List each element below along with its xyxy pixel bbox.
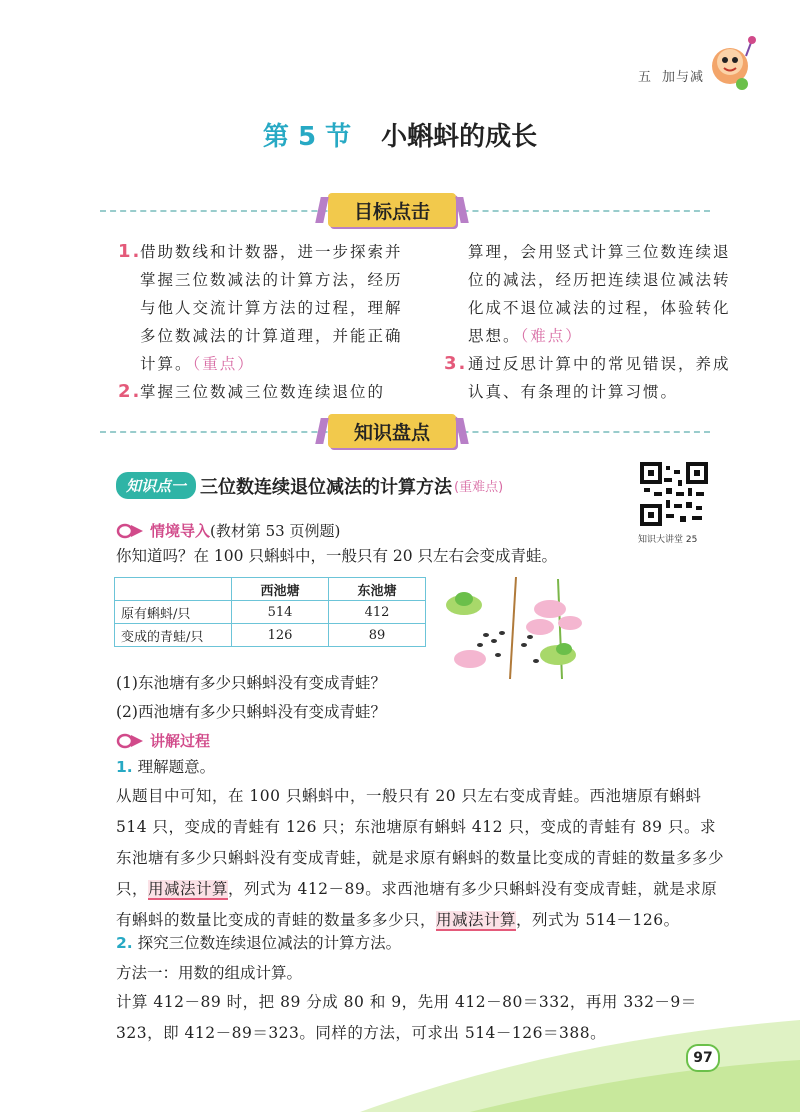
arrow-icon [116, 733, 144, 749]
data-table [114, 577, 426, 647]
explain-heading [116, 730, 210, 751]
step-number: 1. [116, 758, 133, 776]
table-cell [115, 578, 232, 601]
section-number: 第 5 节 [262, 122, 352, 152]
table-row [115, 624, 426, 647]
chapter-header [638, 66, 704, 85]
knowledge-banner [100, 414, 710, 450]
goal-tag: （难点） [520, 327, 583, 345]
table-cell: 126 [232, 624, 329, 647]
knowledge-point-heading [116, 472, 503, 499]
method-1-text: 计算 412－89 时，把 89 分成 80 和 9，先用 412－80＝332，再用 332－9＝323，即 412－89＝323。同样的方法，可求出 514－126＝388。 [116, 993, 697, 1042]
table-cell: 412 [329, 601, 426, 624]
goal-text: 掌握三位数减三位数连续退位的 [140, 383, 386, 401]
step-1-heading [116, 752, 726, 783]
goal-text: 借助数线和计数器，进一步探索并掌握三位数减法的计算方法，经历与他人交流计算方法的过程，理解多位数减法的计算道理，并能正确计算。 [140, 243, 403, 373]
footer-wave [0, 1000, 800, 1112]
pond-illustration [440, 575, 590, 683]
goal-text: 通过反思计算中的常见错误，养成认真、有条理的计算习惯。 [468, 355, 731, 401]
goals-right-column [446, 238, 736, 406]
table-cell: 514 [232, 601, 329, 624]
knowledge-point-title: 三位数连续退位减法的计算方法 [200, 476, 453, 498]
goal-tag: （重点） [192, 355, 255, 373]
goals-banner [100, 193, 710, 229]
goals-label: 目标点击 [328, 193, 456, 227]
arrow-icon [116, 523, 144, 539]
table-header-row [115, 578, 426, 601]
qr-caption: 知识大讲堂 25 [638, 535, 698, 545]
knowledge-point-pill: 知识点一 [116, 472, 196, 499]
table-row [115, 601, 426, 624]
goal-text: 算理，会用竖式计算三位数连续退位的减法，经历把连续退位减法转化成不退位减法的过程，体验转化思想。 [468, 243, 731, 345]
explain-label: 讲解过程 [150, 732, 211, 750]
section-name: 小蝌蚪的成长 [381, 122, 538, 152]
method-1-heading: 方法一：用数的组成计算。 [116, 964, 303, 982]
scenario-label: 情境导入 [150, 522, 211, 540]
knowledge-point-note: (重难点) [454, 480, 504, 495]
goals-left-column [118, 238, 418, 406]
knowledge-label: 知识盘点 [328, 414, 456, 448]
table-cell: 89 [329, 624, 426, 647]
table-row-label: 原有蝌蚪/只 [115, 601, 232, 624]
question-1: (1)东池塘有多少只蝌蚪没有变成青蛙？ [116, 674, 386, 692]
goal-item-3 [446, 350, 736, 406]
goal-item-2-continued [446, 238, 736, 350]
goal-number: 3. [444, 353, 468, 374]
chapter-number: 五 [637, 70, 652, 85]
table-row-label: 变成的青蛙/只 [115, 624, 232, 647]
goal-number: 2. [118, 381, 142, 402]
scenario-source: (教材第 53 页例题) [210, 522, 341, 540]
scenario-intro: 你知道吗？在 100 只蝌蚪中，一般只有 20 只左右会变成青蛙。 [116, 547, 558, 565]
explanation-text: ，列式为 514－126。 [516, 911, 680, 929]
page-number: 97 [686, 1044, 720, 1072]
chapter-title: 加与减 [661, 70, 704, 85]
goal-item-2 [118, 378, 418, 406]
step-title: 探究三位数连续退位减法的计算方法。 [137, 934, 402, 952]
table-header-west: 西池塘 [232, 578, 329, 601]
goal-number: 1. [118, 241, 142, 262]
explanation-text: ，列式为 412－89。求西池塘有多少只蝌蚪没有变成青蛙，就是求原有蝌蚪的数量比变成的青蛙的数量多多少只， [116, 880, 718, 929]
step-number: 2. [116, 934, 133, 952]
step-title: 理解题意。 [137, 758, 216, 776]
highlight-text: 用减法计算 [436, 911, 517, 929]
page-title [0, 116, 800, 153]
question-2: (2)西池塘有多少只蝌蚪没有变成青蛙？ [116, 703, 386, 721]
scenario-heading [116, 520, 340, 541]
mascot-icon [706, 36, 760, 92]
qr-code-icon[interactable] [640, 462, 708, 526]
explanation-paragraph [116, 781, 726, 936]
goal-item-1 [118, 238, 418, 378]
highlight-text: 用减法计算 [148, 880, 229, 898]
table-header-east: 东池塘 [329, 578, 426, 601]
step-2-heading [116, 928, 726, 959]
explanation-text: 从题目中可知，在 100 只蝌蚪中，一般只有 20 只左右变成青蛙。西池塘原有蝌蚪 514 只，变成的青蛙有 126 只；东池塘原有蝌蚪 412 只，变成的青蛙有 89 只。求东池塘有多少只蝌蚪没有变成青蛙，就是求原有蝌蚪的数量比变成的青蛙的数量多多少只， [116, 787, 725, 898]
